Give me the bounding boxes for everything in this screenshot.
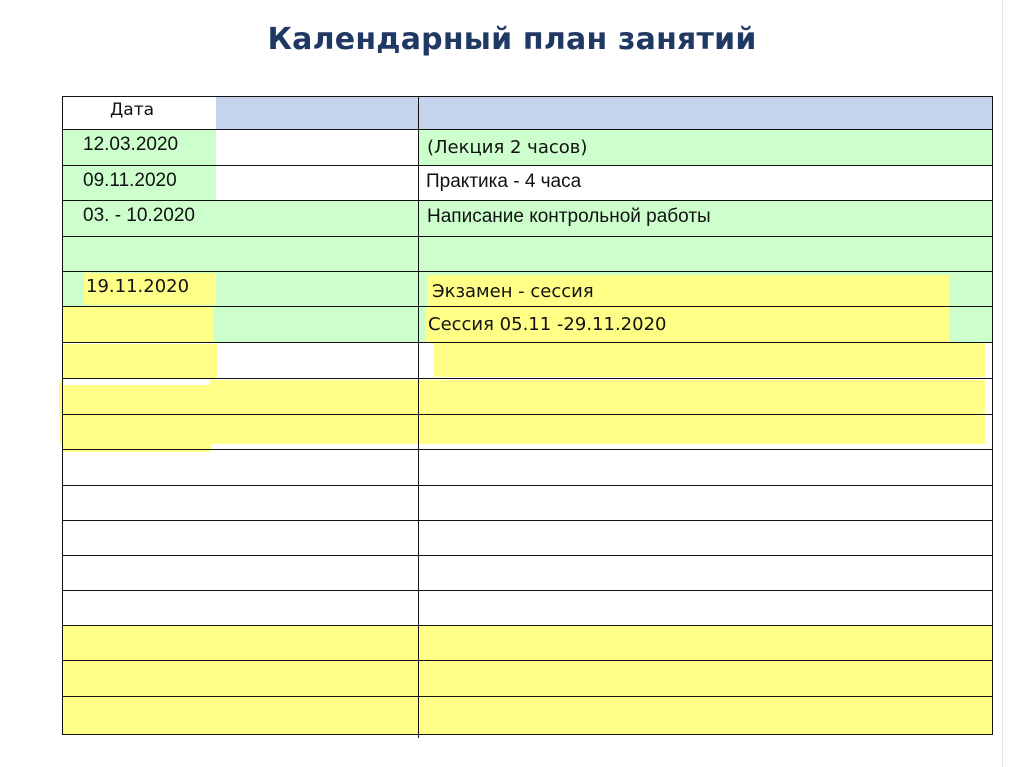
row-6-activity: Сессия 05.11 -29.11.2020: [428, 314, 667, 335]
row-9-date-tail: [63, 444, 211, 452]
row-2-date: 09.11.2020: [83, 170, 177, 191]
row-1-activity: (Лекция 2 часов): [427, 137, 588, 158]
grid-line: [62, 625, 993, 626]
grid-line: [62, 271, 993, 272]
grid-line: [62, 306, 993, 307]
header-date-label: Дата: [110, 100, 155, 120]
grid-line: [62, 555, 993, 556]
grid-line: [62, 129, 993, 130]
grid-line: [62, 200, 993, 201]
row-6-date-highlight: [62, 307, 213, 343]
grid-line: [62, 414, 993, 415]
grid-line-middle: [418, 96, 419, 738]
grid-line: [62, 520, 993, 521]
row-8-gap: [63, 380, 209, 385]
grid-line-left: [62, 96, 63, 735]
row-7-activity-highlight: [434, 343, 985, 377]
row-7-date-highlight: [63, 344, 217, 379]
grid-line: [62, 696, 993, 697]
grid-line: [62, 96, 993, 97]
grid-line: [62, 485, 993, 486]
grid-line: [62, 236, 993, 237]
grid-line: [62, 165, 993, 166]
grid-line: [62, 734, 993, 735]
row-8-highlight: [59, 380, 985, 414]
header-cell-date: [216, 97, 993, 129]
grid-line: [62, 342, 993, 343]
row-1-date: 12.03.2020: [83, 134, 179, 155]
row-5-activity: Экзамен - сессия: [432, 281, 594, 302]
row-1-middle-cell: [216, 130, 418, 165]
row-2-activity: Практика - 4 часа: [426, 171, 582, 192]
grid-line: [62, 449, 993, 450]
grid-line: [62, 378, 993, 379]
page-title: Календарный план занятий: [267, 22, 757, 57]
grid-line: [62, 660, 993, 661]
row-3-activity: Написание контрольной работы: [427, 206, 711, 227]
row-9-highlight: [60, 415, 985, 444]
grid-line: [62, 590, 993, 591]
grid-line-right: [992, 96, 993, 735]
row-3-date: 03. - 10.2020: [83, 205, 195, 226]
row-5-date: 19.11.2020: [86, 276, 190, 297]
row-4-cell: [62, 237, 993, 271]
row-15-highlight: [62, 626, 993, 735]
